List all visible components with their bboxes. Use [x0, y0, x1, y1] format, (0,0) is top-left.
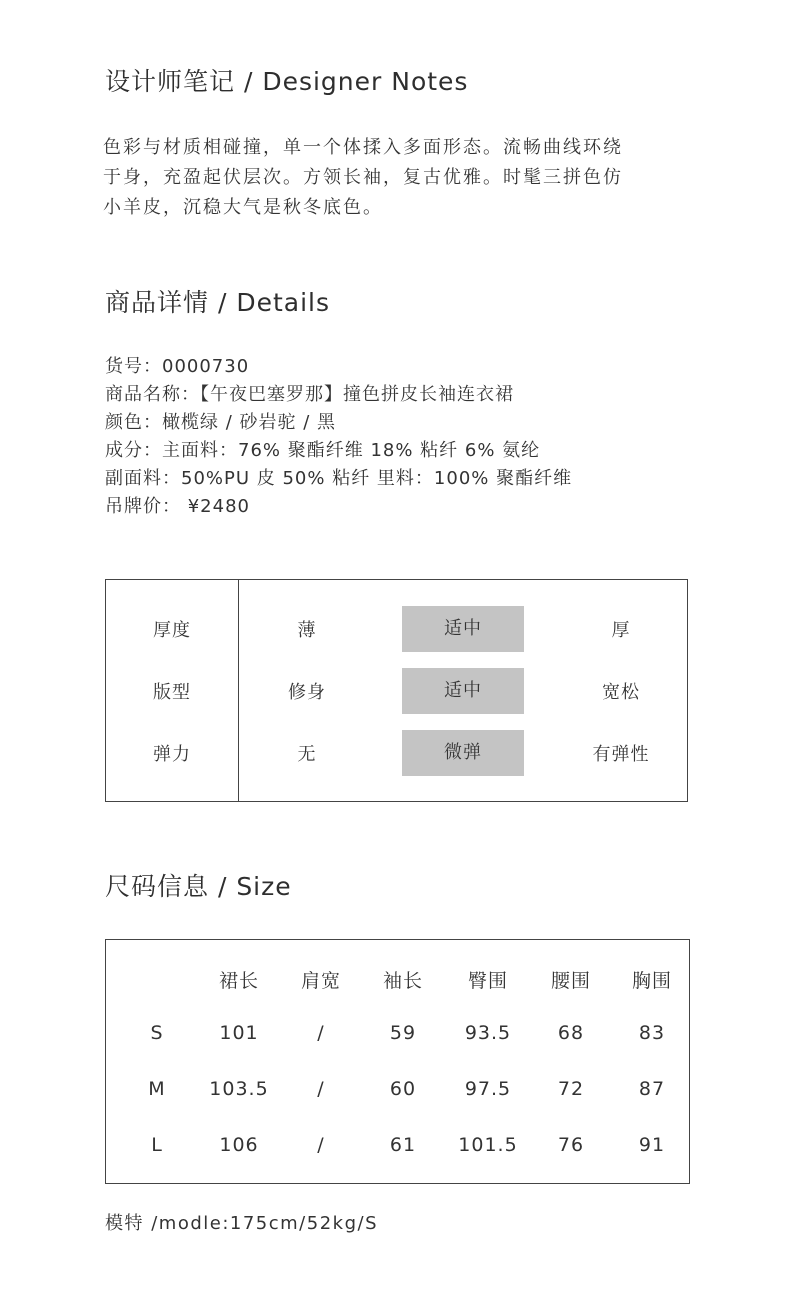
details-item-secondary-fabric: 副面料：50%PU 皮 50% 粘纤 里料：100% 聚酯纤维 — [105, 468, 573, 489]
fabric-option-thick: 厚 — [611, 620, 631, 641]
size-cell: 72 — [557, 1078, 585, 1100]
details-heading: 商品详情 / Details — [105, 288, 330, 317]
fabric-attributes-table — [105, 579, 688, 802]
details-item-composition: 成分：主面料：76% 聚酯纤维 18% 粘纤 6% 氨纶 — [105, 440, 541, 461]
fabric-option-slight-stretch-selected: 微弹 — [402, 730, 524, 776]
size-cell: 93.5 — [464, 1022, 512, 1044]
details-list — [105, 353, 572, 521]
fabric-option-stretchy: 有弹性 — [592, 744, 650, 765]
designer-notes-heading: 设计师笔记 / Designer Notes — [105, 67, 469, 96]
size-cell: / — [317, 1022, 325, 1044]
size-header-sleeve: 袖长 — [382, 970, 423, 992]
fabric-table-divider — [238, 580, 239, 801]
size-cell: 106 — [219, 1134, 259, 1156]
size-cell: 76 — [557, 1134, 585, 1156]
size-cell: 103.5 — [209, 1078, 269, 1100]
size-cell: 97.5 — [464, 1078, 512, 1100]
size-header-length: 裙长 — [218, 970, 259, 992]
designer-notes-line: 小羊皮，沉稳大气是秋冬底色。 — [103, 197, 383, 218]
designer-notes-text — [103, 133, 623, 223]
size-header-waist: 腰围 — [550, 970, 591, 992]
size-cell: 61 — [389, 1134, 417, 1156]
size-cell: 83 — [638, 1022, 666, 1044]
fabric-option-thin: 薄 — [297, 620, 317, 641]
fabric-option-slim: 修身 — [288, 682, 326, 703]
details-item-name: 商品名称：【午夜巴塞罗那】撞色拼皮长袖连衣裙 — [105, 384, 514, 405]
size-row-label: S — [150, 1022, 164, 1044]
size-cell: / — [317, 1134, 325, 1156]
size-cell: 91 — [638, 1134, 666, 1156]
size-cell: 60 — [389, 1078, 417, 1100]
size-row-label: L — [151, 1134, 163, 1156]
fabric-option-regular-selected: 适中 — [402, 668, 524, 714]
size-cell: / — [317, 1078, 325, 1100]
size-table — [105, 939, 690, 1184]
size-cell: 59 — [389, 1022, 417, 1044]
details-item-price: 吊牌价： ¥2480 — [105, 496, 250, 517]
size-heading: 尺码信息 / Size — [105, 872, 292, 901]
fabric-label-fit: 版型 — [153, 682, 191, 703]
size-cell: 101 — [219, 1022, 259, 1044]
designer-notes-line: 色彩与材质相碰撞，单一个体揉入多面形态。流畅曲线环绕 — [103, 137, 623, 158]
designer-notes-line: 于身，充盈起伏层次。方领长袖，复古优雅。时髦三拼色仿 — [103, 167, 623, 188]
size-header-hip: 臀围 — [467, 970, 508, 992]
fabric-option-medium-selected: 适中 — [402, 606, 524, 652]
fabric-label-thickness: 厚度 — [153, 620, 191, 641]
model-info: 模特 /modle:175cm/52kg/S — [105, 1213, 378, 1234]
fabric-option-none: 无 — [297, 744, 317, 765]
size-header-shoulder: 肩宽 — [300, 970, 341, 992]
size-cell: 87 — [638, 1078, 666, 1100]
size-header-chest: 胸围 — [631, 970, 672, 992]
fabric-option-loose: 宽松 — [602, 682, 640, 703]
size-cell: 68 — [557, 1022, 585, 1044]
fabric-label-elasticity: 弹力 — [153, 744, 191, 765]
details-item-sku: 货号：0000730 — [105, 356, 250, 377]
size-cell: 101.5 — [458, 1134, 518, 1156]
size-row-label: M — [148, 1078, 166, 1100]
details-item-color: 颜色：橄榄绿 / 砂岩驼 / 黑 — [105, 412, 337, 433]
